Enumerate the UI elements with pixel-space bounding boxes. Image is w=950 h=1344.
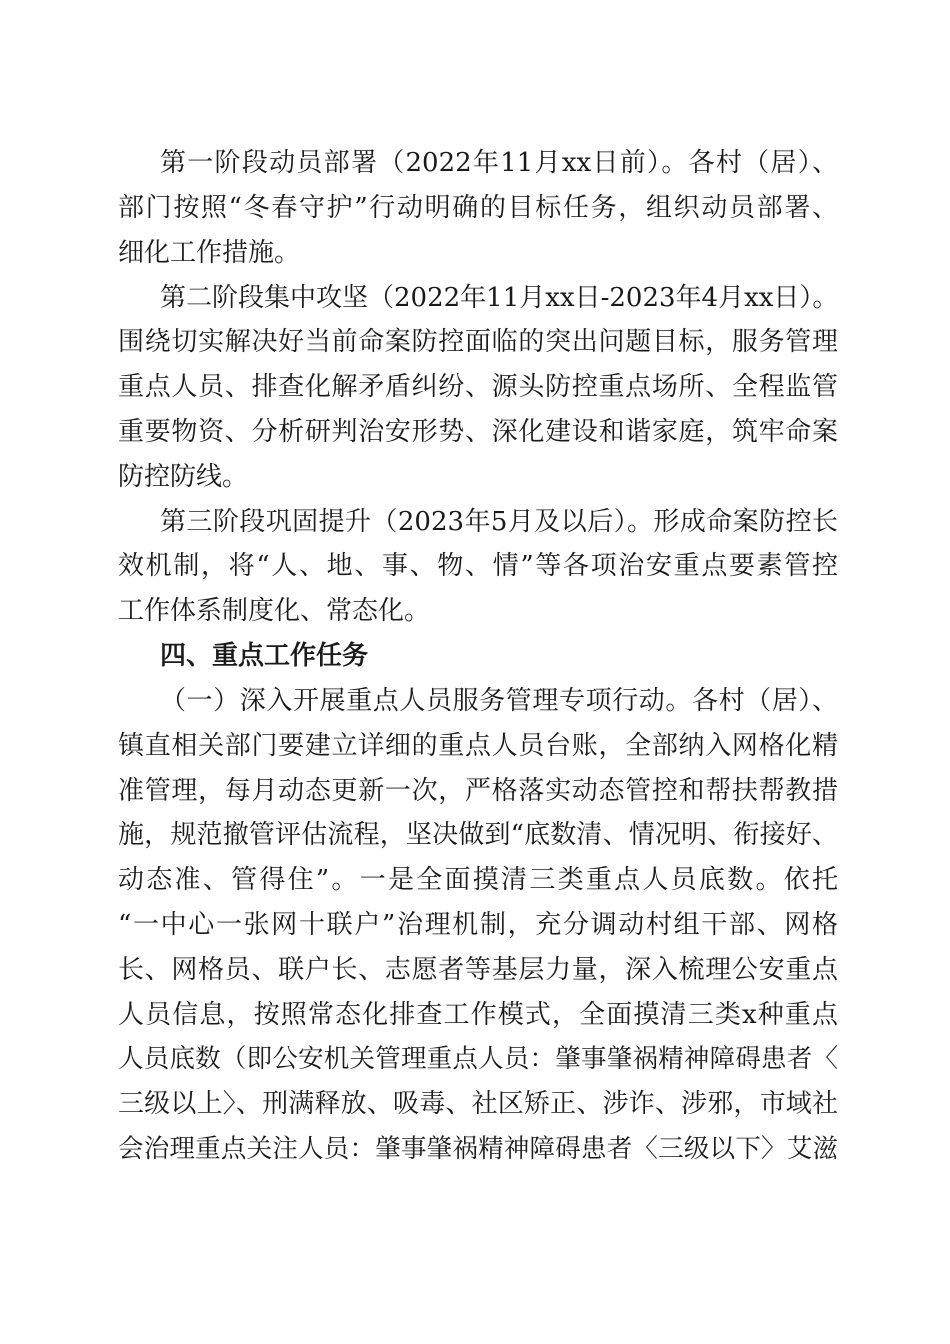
paragraph-line: 会治理重点关注人员：肇事肇祸精神障碍患者〈三级以下〉艾滋 [118, 1134, 838, 1164]
paragraph-line: 三级以上〉、刑满释放、吸毒、社区矫正、涉诈、涉邪，市域社 [118, 1089, 838, 1119]
paragraph-line: 施，规范撤管评估流程，坚决做到“底数清、情况明、衔接好、 [118, 820, 838, 850]
paragraph-line: 人员信息，按照常态化排查工作模式，全面摸清三类x种重点 [118, 1000, 838, 1030]
paragraph-line: 细化工作措施。 [118, 238, 301, 268]
paragraph-line: （一）深入开展重点人员服务管理专项行动。各村（居）、 [160, 686, 838, 716]
paragraph-line: 第二阶段集中攻坚（2022年11月xx日-2023年4月xx日）。 [160, 283, 839, 313]
paragraph-line: 重点人员、排查化解矛盾纠纷、源头防控重点场所、全程监管 [118, 372, 838, 402]
paragraph-line: 动态准、管得住”。一是全面摸清三类重点人员底数。依托 [118, 865, 838, 895]
paragraph-line: 工作体系制度化、常态化。 [118, 596, 431, 626]
section-heading: 四、重点工作任务 [160, 641, 369, 671]
paragraph-line: 防控防线。 [118, 462, 249, 492]
paragraph-line: 效机制，将“人、地、事、物、情”等各项治安重点要素管控 [118, 551, 838, 581]
paragraph-line: 准管理，每月动态更新一次，严格落实动态管控和帮扶帮教措 [118, 776, 838, 806]
paragraph-line: 长、网格员、联户长、志愿者等基层力量，深入梳理公安重点 [118, 955, 838, 985]
paragraph-line: 人员底数（即公安机关管理重点人员：肇事肇祸精神障碍患者〈 [118, 1044, 838, 1074]
paragraph-line: 围绕切实解决好当前命案防控面临的突出问题目标，服务管理 [118, 327, 838, 357]
paragraph-line: 第三阶段巩固提升（2023年5月及以后）。形成命案防控长 [160, 507, 838, 537]
paragraph-line: 重要物资、分析研判治安形势、深化建设和谐家庭，筑牢命案 [118, 417, 838, 447]
paragraph-line: “一中心一张网十联户”治理机制，充分调动村组干部、网格 [118, 910, 838, 940]
paragraph-line: 第一阶段动员部署（2022年11月xx日前）。各村（居）、 [160, 148, 838, 178]
paragraph-line: 部门按照“冬春守护”行动明确的目标任务，组织动员部署、 [118, 193, 838, 223]
paragraph-line: 镇直相关部门要建立详细的重点人员台账，全部纳入网格化精 [118, 731, 838, 761]
